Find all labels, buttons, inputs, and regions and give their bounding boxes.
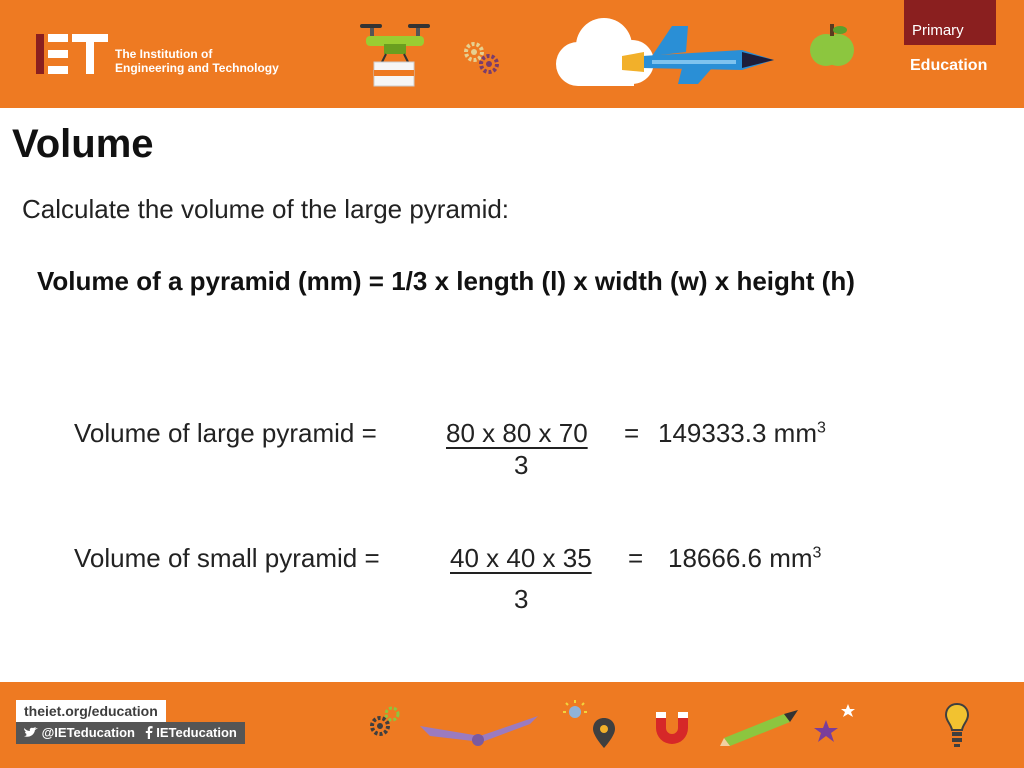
magnet-icon <box>650 706 690 746</box>
footer-social-links <box>16 722 245 744</box>
iet-logo <box>36 34 110 74</box>
large-pyramid-denominator: 3 <box>514 450 529 480</box>
glider-plane-icon <box>420 716 540 750</box>
space-shuttle-icon <box>622 22 782 86</box>
education-badge-label: Education <box>910 57 988 74</box>
large-pyramid-equals: = <box>624 418 640 448</box>
institution-name-line2: Engineering and Technology <box>115 61 279 75</box>
apple-icon <box>810 22 854 70</box>
footer-url-link[interactable]: theiet.org/education <box>16 700 166 722</box>
small-pyramid-denominator: 3 <box>514 584 529 614</box>
small-pyramid-result-exponent: 3 <box>812 544 822 562</box>
small-pyramid-numerator: 40 x 40 x 35 <box>450 543 592 573</box>
slide-title: Volume <box>12 122 154 166</box>
lightbulb-icon <box>944 702 970 748</box>
drone-icon <box>358 18 432 90</box>
small-pyramid-result-value: 18666.6 mm <box>668 543 813 573</box>
primary-badge-label: Primary <box>912 22 964 39</box>
institution-name-line1: The Institution of <box>115 47 213 61</box>
small-pyramid-result <box>668 543 821 574</box>
large-pyramid-result-exponent: 3 <box>816 419 826 437</box>
twitter-handle[interactable]: @IETeducation <box>41 725 135 740</box>
pyramid-volume-formula: Volume of a pyramid (mm) = 1/3 x length (l) x width (w) x height (h) <box>37 266 855 296</box>
gears-icon <box>462 40 502 76</box>
large-pyramid-result <box>658 418 826 449</box>
map-pin-icon <box>592 718 616 748</box>
institution-name <box>115 47 279 75</box>
large-pyramid-label: Volume of large pyramid = <box>74 418 377 448</box>
lightbulb-glow-icon <box>562 700 588 726</box>
facebook-icon <box>145 726 153 739</box>
facebook-handle[interactable]: IETeducation <box>156 725 237 740</box>
twitter-icon <box>24 727 38 738</box>
stars-icon <box>812 704 858 744</box>
pencil-icon <box>720 710 800 746</box>
small-pyramid-label: Volume of small pyramid = <box>74 543 380 573</box>
instruction-text: Calculate the volume of the large pyramid: <box>22 194 510 224</box>
gears-icon <box>368 704 402 738</box>
small-pyramid-equals: = <box>628 543 644 573</box>
large-pyramid-result-value: 149333.3 mm <box>658 418 817 448</box>
large-pyramid-numerator: 80 x 80 x 70 <box>446 418 588 448</box>
